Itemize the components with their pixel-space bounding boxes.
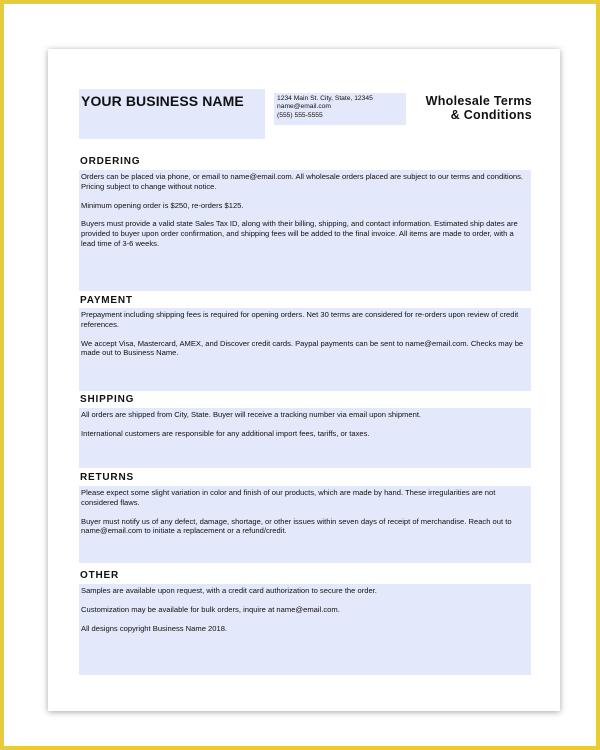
document-sheet	[48, 49, 560, 711]
phone-line: (555) 555-5555	[277, 111, 323, 119]
section-body-other	[79, 584, 531, 675]
section-paragraph: Minimum opening order is $250, re-orders $125.	[81, 200, 244, 210]
business-name: YOUR BUSINESS NAME	[81, 93, 244, 109]
document-title	[426, 94, 532, 122]
section-paragraph: Buyers must provide a valid state Sales Tax ID, along with their billing, shipping, and contact information. Estimated ship dates are provided to buyer upon order confirmation, and shipping fees will be added to the final invoice. All items are made to order, with a lead time of 3-6 weeks.	[81, 219, 518, 248]
section-paragraph: Please expect some slight variation in color and finish of our products, which are made by hand. These irregularities are not considered flaws.	[81, 488, 496, 507]
document-title-line: & Conditions	[450, 108, 532, 122]
contact-info-box	[274, 93, 406, 125]
business-name-box	[79, 89, 265, 139]
page-frame	[4, 4, 596, 746]
section-paragraph: Customization may be available for bulk orders, inquire at name@email.com.	[81, 604, 340, 614]
section-paragraph: Prepayment including shipping fees is required for opening orders. Net 30 terms are considered for re-orders upon review of credit references.	[81, 310, 519, 329]
section-heading-returns: RETURNS	[80, 472, 134, 483]
section-paragraph: We accept Visa, Mastercard, AMEX, and Discover credit cards. Paypal payments can be sent to name@email.com. Checks may be made out to Business Name.	[81, 338, 524, 358]
section-paragraph: Orders can be placed via phone, or email to name@email.com. All wholesale orders placed are subject to our terms and conditions. Pricing subject to change without notice.	[81, 172, 524, 191]
address-line: 1234 Main St. City, State, 12345	[277, 95, 373, 102]
section-heading-shipping: SHIPPING	[80, 394, 135, 405]
section-paragraph: International customers are responsible for any additional import fees, tariffs, or taxes.	[81, 428, 370, 438]
section-body-returns	[79, 486, 531, 563]
section-paragraph: All designs copyright Business Name 2018.	[81, 623, 228, 633]
email-line: name@email.com	[277, 103, 331, 111]
section-paragraph: Buyer must notify us of any defect, damage, shortage, or other issues within seven days of receipt of merchandise. Reach out to name@email.com to initiate a replacement or a refund/credit.	[81, 516, 512, 536]
section-heading-other: OTHER	[80, 570, 119, 581]
document-title-line: Wholesale Terms	[425, 94, 532, 108]
section-paragraph: All orders are shipped from City, State. Buyer will receive a tracking number via email upon shipment.	[81, 410, 422, 419]
section-body-ordering	[79, 170, 531, 291]
section-heading-ordering: ORDERING	[80, 156, 141, 167]
section-body-payment	[79, 308, 531, 391]
section-paragraph: Samples are available upon request, with a credit card authorization to secure the order.	[81, 586, 377, 595]
section-body-shipping	[79, 408, 531, 468]
section-heading-payment: PAYMENT	[80, 295, 133, 306]
